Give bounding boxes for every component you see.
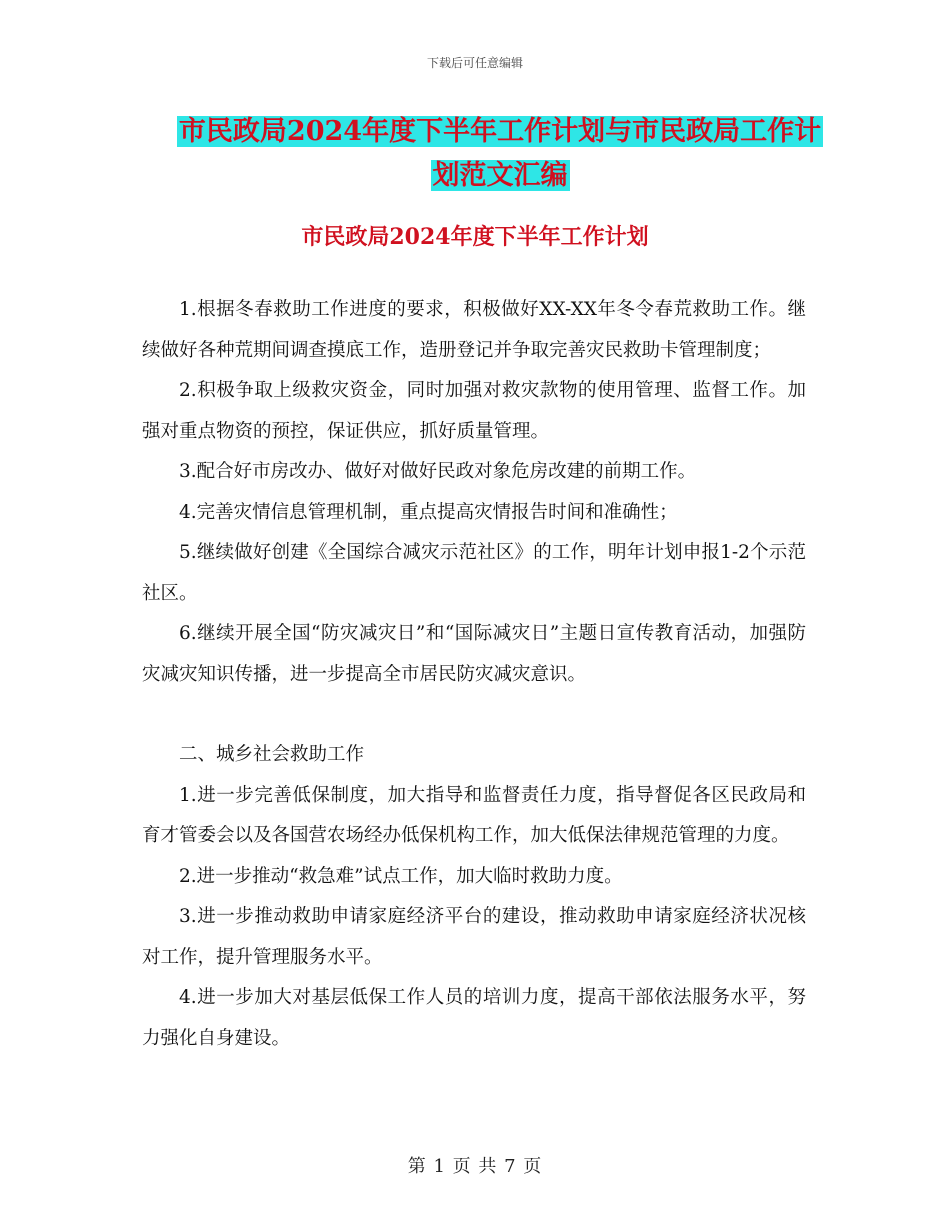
paragraph: 3.进一步推动救助申请家庭经济平台的建设，推动救助申请家庭经济状况核对工作，提升管理服务水平。 [142,906,806,968]
spacer [142,695,806,735]
paragraph: 2.积极争取上级救灾资金，同时加强对救灾款物的使用管理、监督工作。加强对重点物资的预控，保证供应，抓好质量管理。 [142,380,806,442]
section-title: 市民政局2024年度下半年工作计划 [301,224,649,250]
paragraph: 6.继续开展全国“防灾减灾日”和“国际减灾日”主题日宣传教育活动，加强防灾减灾知识传播，进一步提高全市居民防灾减灾意识。 [142,623,806,685]
title-line-2: 划范文汇编 [432,160,568,191]
header-note: 下载后可任意编辑 [426,56,523,70]
paragraph: 4.完善灾情信息管理机制，重点提高灾情报告时间和准确性； [179,501,678,523]
paragraph: 1.根据冬春救助工作进度的要求，积极做好XX-XX年冬令春荒救助工作。继续做好各种荒期间调查摸底工作，造册登记并争取完善灾民救助卡管理制度； [142,299,806,361]
document-title [140,110,860,198]
page-footer: 第 1 页 共 7 页 [407,1156,543,1177]
paragraph: 1.进一步完善低保制度，加大指导和监督责任力度，指导督促各区民政局和育才管委会以及各国营农场经办低保机构工作，加大低保法律规范管理的力度。 [142,784,806,846]
paragraph: 2.进一步推动“救急难”试点工作，加大临时救助力度。 [179,865,623,887]
document-body [142,290,806,1059]
subsection-heading: 二、城乡社会救助工作 [179,744,365,765]
paragraph: 4.进一步加大对基层低保工作人员的培训力度，提高干部依法服务水平，努力强化自身建设。 [142,987,806,1049]
paragraph: 5.继续做好创建《全国综合减灾示范社区》的工作，明年计划申报1-2个示范社区。 [142,542,806,604]
paragraph: 3.配合好市房改办、做好对做好民政对象危房改建的前期工作。 [179,461,697,482]
title-line-1: 市民政局2024年度下半年工作计划与市民政局工作计 [178,116,822,147]
